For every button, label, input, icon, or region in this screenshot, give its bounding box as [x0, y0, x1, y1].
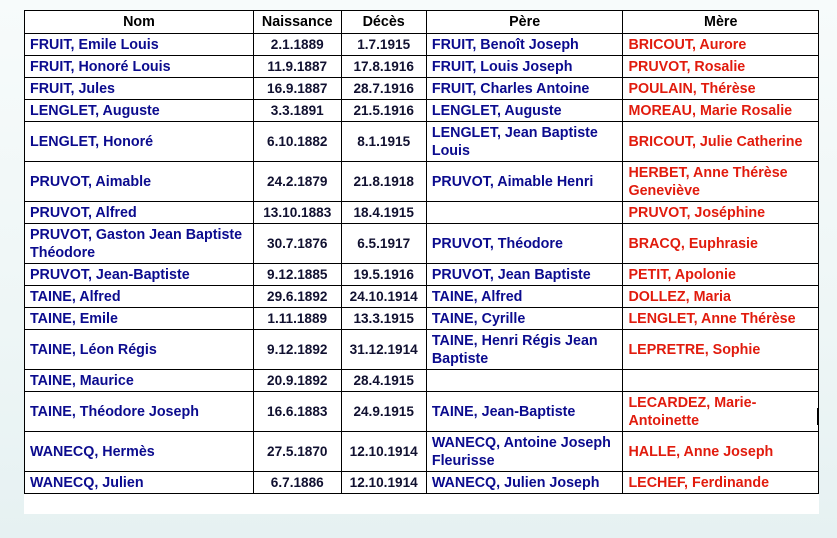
- cell-mere: HERBET, Anne Thérèse Geneviève: [623, 162, 819, 202]
- cell-deces: 28.7.1916: [341, 78, 426, 100]
- cell-pere: LENGLET, Auguste: [426, 100, 623, 122]
- cell-pere: TAINE, Henri Régis Jean Baptiste: [426, 330, 623, 370]
- cell-naissance: 11.9.1887: [254, 56, 342, 78]
- cell-naissance: 30.7.1876: [254, 224, 342, 264]
- cell-mere: [623, 370, 819, 392]
- cell-naissance: 24.2.1879: [254, 162, 342, 202]
- table-row: [25, 78, 819, 100]
- cell-pere: WANECQ, Julien Joseph: [426, 472, 623, 494]
- table-row: [25, 370, 819, 392]
- cell-deces: 17.8.1916: [341, 56, 426, 78]
- cell-deces: 6.5.1917: [341, 224, 426, 264]
- cell-naissance: 16.6.1883: [254, 392, 342, 432]
- cell-pere: PRUVOT, Jean Baptiste: [426, 264, 623, 286]
- table-header-row: [25, 11, 819, 34]
- cell-nom: PRUVOT, Alfred: [25, 202, 254, 224]
- cell-naissance: 29.6.1892: [254, 286, 342, 308]
- cell-deces: 8.1.1915: [341, 122, 426, 162]
- header-naissance: Naissance: [254, 11, 342, 34]
- cell-pere: TAINE, Alfred: [426, 286, 623, 308]
- cell-pere: FRUIT, Louis Joseph: [426, 56, 623, 78]
- cell-mere: BRACQ, Euphrasie: [623, 224, 819, 264]
- header-pere: Père: [426, 11, 623, 34]
- table-row: [25, 432, 819, 472]
- text-cursor: [817, 408, 819, 425]
- cell-pere: FRUIT, Charles Antoine: [426, 78, 623, 100]
- cell-mere: PRUVOT, Rosalie: [623, 56, 819, 78]
- cell-mere: DOLLEZ, Maria: [623, 286, 819, 308]
- cell-deces: 18.4.1915: [341, 202, 426, 224]
- cell-pere: TAINE, Jean-Baptiste: [426, 392, 623, 432]
- cell-mere: LEPRETRE, Sophie: [623, 330, 819, 370]
- table-row: [25, 472, 819, 494]
- table-row: [25, 330, 819, 370]
- cell-nom: PRUVOT, Jean-Baptiste: [25, 264, 254, 286]
- cell-pere: LENGLET, Jean Baptiste Louis: [426, 122, 623, 162]
- cell-nom: LENGLET, Auguste: [25, 100, 254, 122]
- table-row: [25, 34, 819, 56]
- document-sheet: [24, 10, 819, 514]
- cell-nom: TAINE, Alfred: [25, 286, 254, 308]
- cell-pere: WANECQ, Antoine Joseph Fleurisse: [426, 432, 623, 472]
- cell-naissance: 6.10.1882: [254, 122, 342, 162]
- cell-pere: PRUVOT, Aimable Henri: [426, 162, 623, 202]
- cell-deces: 24.10.1914: [341, 286, 426, 308]
- cell-mere: PETIT, Apolonie: [623, 264, 819, 286]
- cell-mere: BRICOUT, Julie Catherine: [623, 122, 819, 162]
- cell-mere: POULAIN, Thérèse: [623, 78, 819, 100]
- cell-deces: 24.9.1915: [341, 392, 426, 432]
- table-body: [25, 34, 819, 494]
- cell-naissance: 20.9.1892: [254, 370, 342, 392]
- table-row: [25, 224, 819, 264]
- cell-mere: LECARDEZ, Marie-Antoinette: [623, 392, 819, 432]
- cell-nom: FRUIT, Emile Louis: [25, 34, 254, 56]
- cell-deces: 21.5.1916: [341, 100, 426, 122]
- cell-deces: 1.7.1915: [341, 34, 426, 56]
- cell-naissance: 9.12.1892: [254, 330, 342, 370]
- cell-nom: PRUVOT, Aimable: [25, 162, 254, 202]
- header-mere: Mère: [623, 11, 819, 34]
- cell-pere: FRUIT, Benoît Joseph: [426, 34, 623, 56]
- cell-naissance: 2.1.1889: [254, 34, 342, 56]
- table-row: [25, 264, 819, 286]
- cell-naissance: 27.5.1870: [254, 432, 342, 472]
- cell-nom: PRUVOT, Gaston Jean Baptiste Théodore: [25, 224, 254, 264]
- table-row: [25, 122, 819, 162]
- table-row: [25, 286, 819, 308]
- cell-pere: [426, 370, 623, 392]
- table-row: [25, 100, 819, 122]
- cell-deces: 31.12.1914: [341, 330, 426, 370]
- cell-mere: PRUVOT, Joséphine: [623, 202, 819, 224]
- cell-mere: LENGLET, Anne Thérèse: [623, 308, 819, 330]
- cell-nom: FRUIT, Jules: [25, 78, 254, 100]
- table-row: [25, 392, 819, 432]
- cell-naissance: 3.3.1891: [254, 100, 342, 122]
- table-row: [25, 202, 819, 224]
- cell-nom: WANECQ, Julien: [25, 472, 254, 494]
- cell-mere: LECHEF, Ferdinande: [623, 472, 819, 494]
- cell-pere: TAINE, Cyrille: [426, 308, 623, 330]
- cell-deces: 21.8.1918: [341, 162, 426, 202]
- cell-mere: MOREAU, Marie Rosalie: [623, 100, 819, 122]
- cell-nom: TAINE, Théodore Joseph: [25, 392, 254, 432]
- cell-deces: 12.10.1914: [341, 432, 426, 472]
- cell-naissance: 6.7.1886: [254, 472, 342, 494]
- cell-nom: WANECQ, Hermès: [25, 432, 254, 472]
- cell-deces: 12.10.1914: [341, 472, 426, 494]
- cell-nom: FRUIT, Honoré Louis: [25, 56, 254, 78]
- cell-mere: HALLE, Anne Joseph: [623, 432, 819, 472]
- cell-naissance: 9.12.1885: [254, 264, 342, 286]
- cell-naissance: 13.10.1883: [254, 202, 342, 224]
- table-row: [25, 308, 819, 330]
- cell-naissance: 1.11.1889: [254, 308, 342, 330]
- header-deces: Décès: [341, 11, 426, 34]
- cell-nom: TAINE, Emile: [25, 308, 254, 330]
- cell-nom: TAINE, Maurice: [25, 370, 254, 392]
- cell-deces: 13.3.1915: [341, 308, 426, 330]
- cell-pere: [426, 202, 623, 224]
- header-nom: Nom: [25, 11, 254, 34]
- cell-nom: LENGLET, Honoré: [25, 122, 254, 162]
- cell-deces: 19.5.1916: [341, 264, 426, 286]
- cell-pere: PRUVOT, Théodore: [426, 224, 623, 264]
- table-row: [25, 56, 819, 78]
- cell-deces: 28.4.1915: [341, 370, 426, 392]
- genealogy-table: [24, 10, 819, 494]
- table-row: [25, 162, 819, 202]
- cell-nom: TAINE, Léon Régis: [25, 330, 254, 370]
- cell-mere: BRICOUT, Aurore: [623, 34, 819, 56]
- cell-naissance: 16.9.1887: [254, 78, 342, 100]
